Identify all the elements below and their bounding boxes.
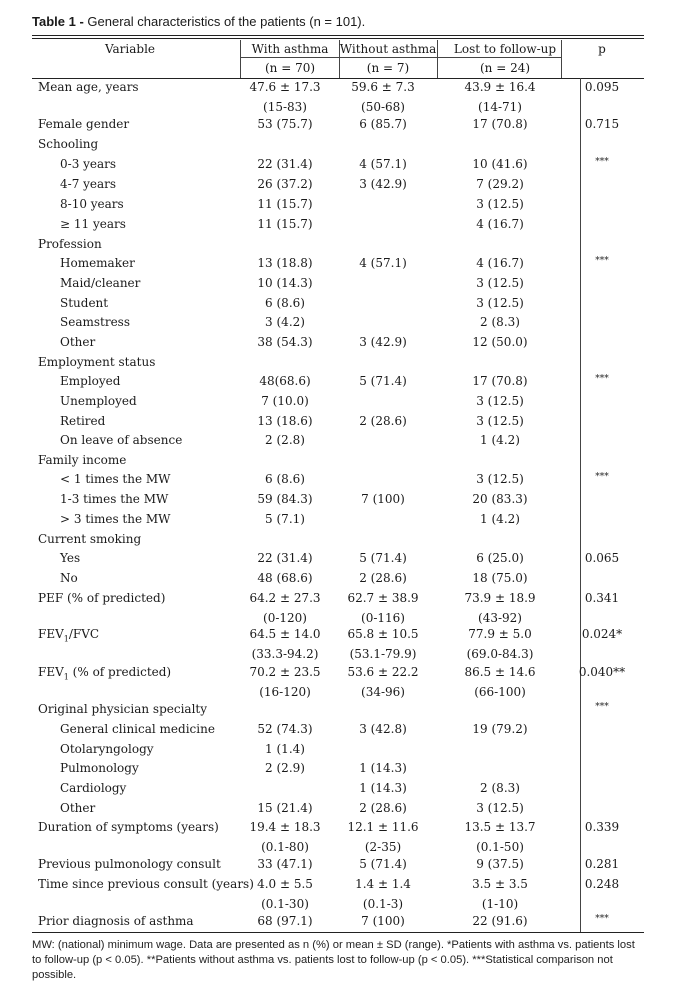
row-label: Previous pulmonology consult <box>38 857 221 871</box>
table-cell: (15-83) <box>263 99 307 114</box>
table-cell: 52 (74.3) <box>257 722 313 736</box>
table-cell: 70.2 ± 23.5 <box>249 665 321 679</box>
table-cell: 43.9 ± 16.4 <box>464 80 536 94</box>
table-cell: 68 (97.1) <box>257 914 313 928</box>
table-cell: 3 (42.8) <box>359 722 407 736</box>
row-label: Schooling <box>38 137 99 151</box>
table-cell: (2-35) <box>364 839 402 854</box>
row-sublabel: < 1 times the MW <box>60 472 171 486</box>
row-label: Family income <box>38 453 127 467</box>
p-value: 0.248 <box>584 877 620 891</box>
table-cell: 2 (28.6) <box>359 571 407 585</box>
p-value: 0.065 <box>584 551 620 565</box>
row-label: Employment status <box>38 355 156 369</box>
table-cell: 13.5 ± 13.7 <box>464 820 536 834</box>
table-cell: (0.1-50) <box>476 839 524 854</box>
p-value: 0.339 <box>584 820 620 834</box>
p-value: *** <box>595 374 609 384</box>
table-cell: (50-68) <box>361 99 405 114</box>
table-top-rule <box>32 35 644 36</box>
table-cell: 4 (57.1) <box>359 256 407 270</box>
p-value: 0.095 <box>584 80 620 94</box>
row-sublabel: Other <box>60 801 96 815</box>
table-cell: 19.4 ± 18.3 <box>249 820 321 834</box>
table-cell: 3.5 ± 3.5 <box>472 877 528 891</box>
row-label: Profession <box>38 237 102 251</box>
table-cell: 3 (12.5) <box>476 801 524 815</box>
table-cell: 2 (28.6) <box>359 414 407 428</box>
table-cell: 5 (71.4) <box>359 374 407 388</box>
p-value: *** <box>595 914 609 924</box>
row-sublabel: Cardiology <box>60 781 127 795</box>
table-cell: 2 (8.3) <box>480 315 520 329</box>
p-value: 0.341 <box>584 591 620 605</box>
row-sublabel: Otolaryngology <box>60 742 154 756</box>
subscript-one: 1 <box>63 672 69 682</box>
table-cell: 17 (70.8) <box>472 117 528 131</box>
table-cell: 10 (41.6) <box>472 157 528 171</box>
row-sublabel: Unemployed <box>60 394 137 408</box>
table-cell: 6 (25.0) <box>476 551 524 565</box>
header-col-3-n: (n = 24) <box>479 61 531 75</box>
p-value: *** <box>595 157 609 167</box>
table-cell: (16-120) <box>259 684 311 699</box>
table-cell: 2 (2.9) <box>265 761 305 775</box>
table-cell: 5 (7.1) <box>265 512 305 526</box>
table-cell: 65.8 ± 10.5 <box>347 627 419 641</box>
table-cell: 2 (28.6) <box>359 801 407 815</box>
table-label: Table 1 - <box>32 14 84 29</box>
table-cell: 12 (50.0) <box>472 335 528 349</box>
table-cell: 17 (70.8) <box>472 374 528 388</box>
table-cell: 11 (15.7) <box>257 197 313 211</box>
table-cell: 5 (71.4) <box>359 551 407 565</box>
table-cell: (0-116) <box>361 610 405 625</box>
table-bottom-rule <box>32 932 644 933</box>
header-p: p <box>598 42 606 56</box>
row-label: $FEV_1$/FVC <box>38 627 100 644</box>
row-sublabel: General clinical medicine <box>60 722 215 736</box>
header-col-2-n: (n = 7) <box>366 61 410 75</box>
header-col-3: Lost to follow-up <box>453 42 557 56</box>
table-cell: 33 (47.1) <box>257 857 313 871</box>
row-sublabel: On leave of absence <box>60 433 183 447</box>
table-cell: (43-92) <box>478 610 522 625</box>
row-label: $FEV_1$ (% of predicted) <box>38 665 172 682</box>
table-cell: 64.5 ± 14.0 <box>249 627 321 641</box>
p-value: *** <box>595 702 609 712</box>
table-cell: 11 (15.7) <box>257 217 313 231</box>
table-cell: 5 (71.4) <box>359 857 407 871</box>
table-top-rule-inner <box>32 38 644 39</box>
row-label: PEF (% of predicted) <box>38 591 166 605</box>
table-cell: 3 (12.5) <box>476 296 524 310</box>
table-cell: (0.1-3) <box>362 896 404 911</box>
table-cell: 6 (8.6) <box>265 296 305 310</box>
table-cell: 3 (42.9) <box>359 335 407 349</box>
table-cell: 4 (16.7) <box>476 256 524 270</box>
table-cell: 2 (8.3) <box>480 781 520 795</box>
table-cell: 19 (79.2) <box>472 722 528 736</box>
table-cell: 38 (54.3) <box>257 335 313 349</box>
table-cell: 18 (75.0) <box>472 571 528 585</box>
table-cell: 3 (12.5) <box>476 394 524 408</box>
table-cell: (0.1-30) <box>261 896 309 911</box>
table-cell: 47.6 ± 17.3 <box>249 80 321 94</box>
row-sublabel: Pulmonology <box>60 761 139 775</box>
header-underline <box>240 57 561 58</box>
row-sublabel: Other <box>60 335 96 349</box>
header-col-1: With asthma <box>251 42 329 56</box>
table-cell: 73.9 ± 18.9 <box>464 591 536 605</box>
table-cell: (66-100) <box>474 684 526 699</box>
row-sublabel: 8-10 years <box>60 197 124 211</box>
table-cell: 7 (100) <box>361 914 405 928</box>
row-label: Female gender <box>38 117 130 131</box>
table-cell: 26 (37.2) <box>257 177 313 191</box>
row-sublabel: Student <box>60 296 109 310</box>
row-sublabel: Employed <box>60 374 121 388</box>
row-sublabel: > 3 times the MW <box>60 512 171 526</box>
table-cell: 15 (21.4) <box>257 801 313 815</box>
table-cell: 48(68.6) <box>259 374 311 388</box>
row-sublabel: No <box>60 571 78 585</box>
row-sublabel: Seamstress <box>60 315 130 329</box>
row-label: Prior diagnosis of asthma <box>38 914 194 928</box>
table-cell: 9 (37.5) <box>476 857 524 871</box>
table-cell: 13 (18.8) <box>257 256 313 270</box>
row-sublabel: 1-3 times the MW <box>60 492 169 506</box>
table-caption <box>32 14 644 29</box>
table-cell: 3 (42.9) <box>359 177 407 191</box>
row-sublabel: Homemaker <box>60 256 135 270</box>
table-cell: 48 (68.6) <box>257 571 313 585</box>
p-value: *** <box>595 472 609 482</box>
row-sublabel: Yes <box>60 551 81 565</box>
table-cell: 59.6 ± 7.3 <box>351 80 415 94</box>
subscript-one: 1 <box>63 634 69 644</box>
table-cell: 4 (57.1) <box>359 157 407 171</box>
p-column-separator <box>580 78 581 932</box>
row-label: Time since previous consult (years) <box>38 877 254 891</box>
table-cell: 1 (14.3) <box>359 761 407 775</box>
table-cell: 53.6 ± 22.2 <box>347 665 419 679</box>
table-cell: (53.1-79.9) <box>349 646 417 661</box>
table-cell: 59 (84.3) <box>257 492 313 506</box>
table-cell: 3 (12.5) <box>476 197 524 211</box>
table-cell: (0-120) <box>263 610 307 625</box>
row-sublabel: 4-7 years <box>60 177 117 191</box>
header-col-2: Without asthma <box>339 42 437 56</box>
table-cell: 22 (31.4) <box>257 157 313 171</box>
row-label: Current smoking <box>38 532 142 546</box>
p-value: 0.281 <box>584 857 620 871</box>
table-title: General characteristics of the patients (n = 101). <box>87 14 366 29</box>
row-label: Mean age, years <box>38 80 139 94</box>
table-cell: 3 (12.5) <box>476 472 524 486</box>
row-label: Duration of symptoms (years) <box>38 820 219 834</box>
table-footnote: MW: (national) minimum wage. Data are presented as n (%) or mean ± SD (range). *Patients with asthma vs. patients lost to follow-up (p < 0.05). **Patients without asthma vs. patients lost to follow-up (p < 0.05). ***Statistical comparison not possible. <box>32 939 635 981</box>
table-cell: 3 (12.5) <box>476 414 524 428</box>
table-cell: 12.1 ± 11.6 <box>347 820 419 834</box>
table-cell: (14-71) <box>478 99 522 114</box>
table-cell: 6 (85.7) <box>359 117 407 131</box>
header-variable: Variable <box>104 42 156 56</box>
table-cell: 53 (75.7) <box>257 117 313 131</box>
table-cell: 6 (8.6) <box>265 472 305 486</box>
table-cell: 64.2 ± 27.3 <box>249 591 321 605</box>
table-cell: 1.4 ± 1.4 <box>355 877 411 891</box>
table-cell: 1 (4.2) <box>480 433 520 447</box>
header-col-1-n: (n = 70) <box>264 61 316 75</box>
row-sublabel: Retired <box>60 414 106 428</box>
p-value: 0.024* <box>581 627 623 641</box>
table-cell: (69.0-84.3) <box>466 646 534 661</box>
row-sublabel: 0-3 years <box>60 157 117 171</box>
table-cell: 77.9 ± 5.0 <box>468 627 532 641</box>
p-value: 0.715 <box>584 117 620 131</box>
table-cell: 22 (31.4) <box>257 551 313 565</box>
table-cell: 2 (2.8) <box>265 433 305 447</box>
table-cell: 13 (18.6) <box>257 414 313 428</box>
table-cell: 22 (91.6) <box>472 914 528 928</box>
table-cell: 1 (1.4) <box>265 742 305 756</box>
table-cell: 10 (14.3) <box>257 276 313 290</box>
table-cell: 7 (100) <box>361 492 405 506</box>
table-cell: 62.7 ± 38.9 <box>347 591 419 605</box>
table-cell: 7 (10.0) <box>261 394 309 408</box>
row-label: Original physician specialty <box>38 702 208 716</box>
p-value: *** <box>595 256 609 266</box>
table-cell: (0.1-80) <box>261 839 309 854</box>
table-cell: 1 (4.2) <box>480 512 520 526</box>
header-bottom-rule <box>32 78 644 79</box>
table-cell: (33.3-94.2) <box>251 646 319 661</box>
table-cell: 86.5 ± 14.6 <box>464 665 536 679</box>
table-cell: 1 (14.3) <box>359 781 407 795</box>
p-value: 0.040** <box>578 665 626 679</box>
table-cell: 3 (12.5) <box>476 276 524 290</box>
table-cell: 4 (16.7) <box>476 217 524 231</box>
row-sublabel: Maid/cleaner <box>60 276 141 290</box>
table-cell: (1-10) <box>481 896 519 911</box>
table-cell: 4.0 ± 5.5 <box>257 877 313 891</box>
row-sublabel: ≥ 11 years <box>60 217 126 231</box>
table-cell: 7 (29.2) <box>476 177 524 191</box>
table-cell: 20 (83.3) <box>472 492 528 506</box>
table-cell: (34-96) <box>361 684 405 699</box>
table-cell: 3 (4.2) <box>265 315 305 329</box>
